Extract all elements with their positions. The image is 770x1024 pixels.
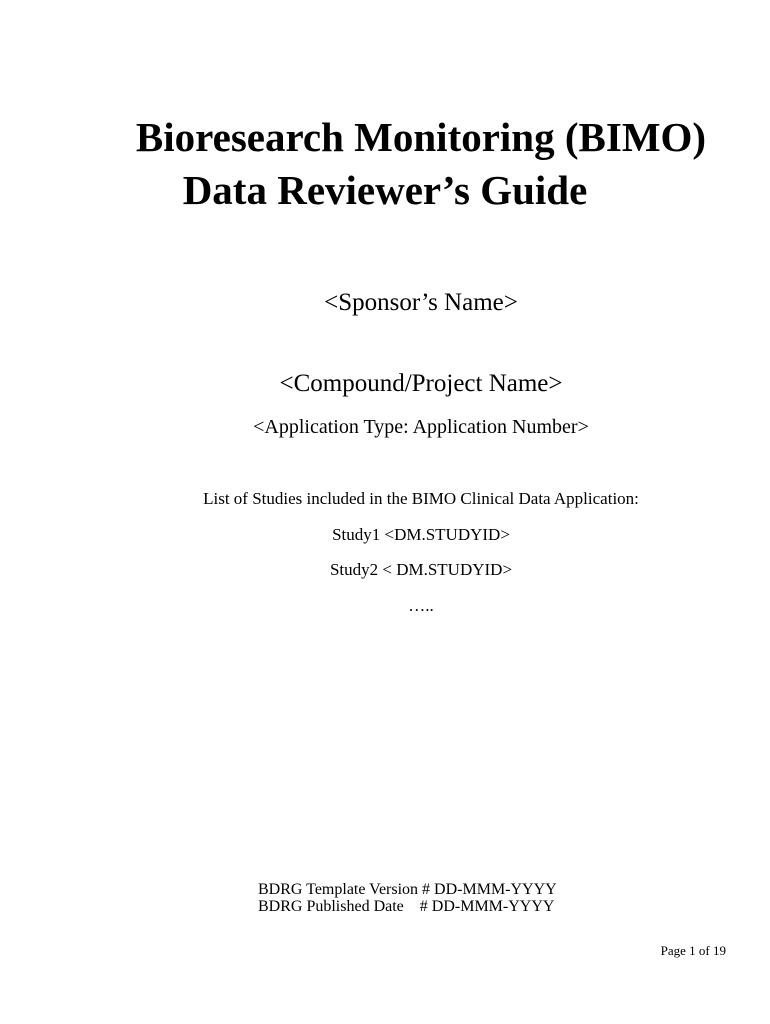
page-number: Page 1 of 19: [660, 943, 726, 958]
application-type-placeholder: <Application Type: Application Number>: [253, 416, 589, 438]
published-date: BDRG Published Date # DD-MMM-YYYY: [258, 898, 555, 915]
study-list-more: …..: [408, 596, 434, 615]
template-version: BDRG Template Version # DD-MMM-YYYY: [258, 881, 557, 898]
studies-list-heading: List of Studies included in the BIMO Clinical Data Application:: [203, 489, 639, 508]
study-list-item: Study1 <DM.STUDYID>: [332, 525, 510, 544]
study-list-item: Study2 < DM.STUDYID>: [329, 560, 513, 579]
template-metadata: [258, 881, 557, 915]
sponsor-name-placeholder: <Sponsor’s Name>: [324, 289, 518, 316]
document-title-line-1: Bioresearch Monitoring (BIMO): [135, 114, 707, 160]
compound-project-name-placeholder: <Compound/Project Name>: [279, 370, 563, 397]
document-title-line-2: Data Reviewer’s Guide: [182, 167, 588, 213]
